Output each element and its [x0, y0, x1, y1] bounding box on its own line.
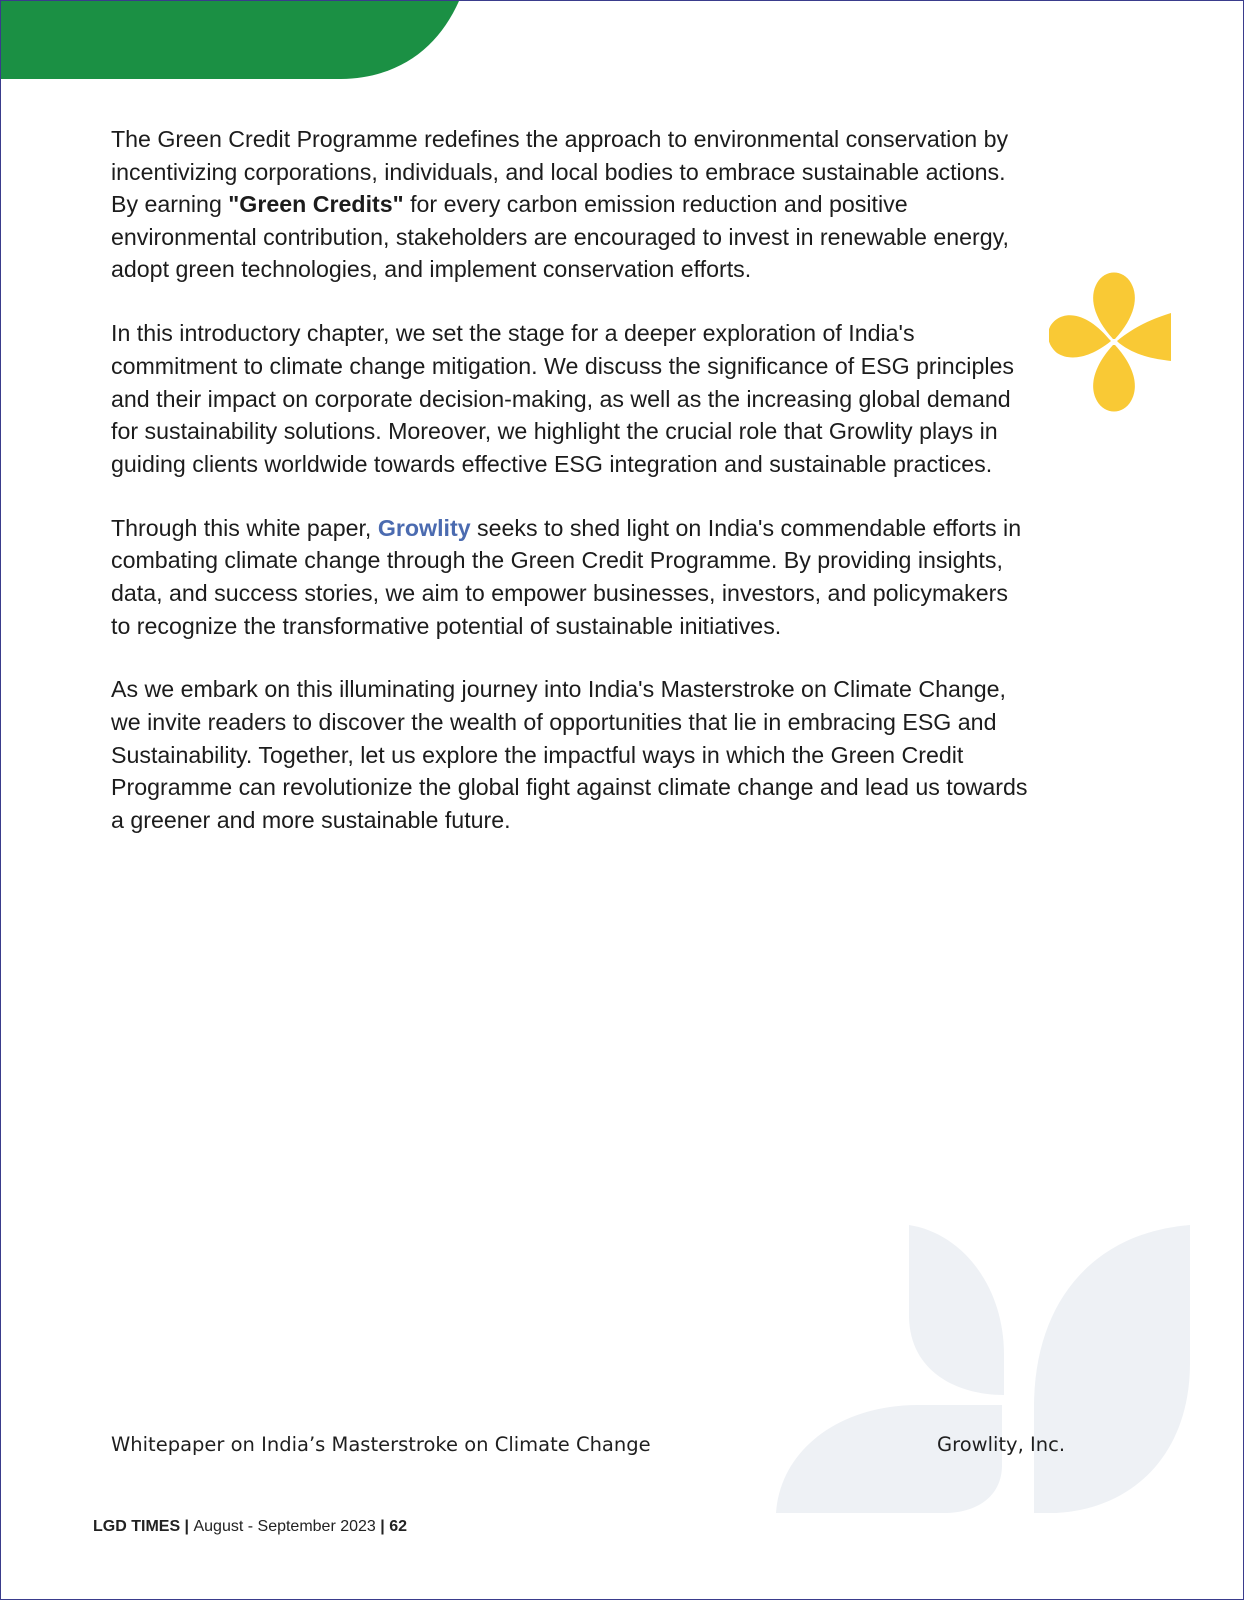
- folio-separator-1: |: [180, 1518, 194, 1535]
- page-number: 62: [389, 1518, 407, 1535]
- folio-separator-2: |: [375, 1518, 390, 1535]
- p1-text-after: for every carbon emission reduction and positive environmental contribution, stakeholders are encouraged to invest in renewable energy, adopt green technologies, and implement conservation efforts.: [111, 191, 1009, 283]
- page-folio: [93, 1518, 407, 1536]
- body-text: [111, 123, 1031, 868]
- footer-title: Whitepaper on India’s Masterstroke on Climate Change: [111, 1433, 651, 1456]
- footer-company: Growlity, Inc.: [937, 1433, 1066, 1456]
- paragraph-3: [111, 512, 1031, 642]
- p3-text-after: seeks to shed light on India's commendable efforts in combating climate change through the Green Credit Programme. By providing insights, data, and success stories, we aim to empower businesses, investors, and policymakers to recognize the transformative potential of sustainable initiatives.: [111, 514, 1022, 639]
- paragraph-4: As we embark on this illuminating journey into India's Masterstroke on Climate Change, we invite readers to discover the wealth of opportunities that lie in embracing ESG and Sustainability. Together, let us explore the impactful ways in which the Green Credit Programme can revolutionize the global fight against climate change and lead us towards a greener and more sustainable future.: [111, 676, 1028, 833]
- yellow-flower-icon: [1049, 269, 1191, 419]
- leaf-right: [1034, 1225, 1190, 1513]
- green-credits-term: "Green Credits": [228, 191, 404, 218]
- p3-text-before: Through this white paper,: [111, 514, 378, 541]
- decorative-leaves: [776, 1225, 1196, 1515]
- green-corner-path: [1, 1, 459, 79]
- green-corner-shape: [1, 1, 461, 81]
- flower-petal-bottom: [1093, 345, 1135, 412]
- p1-text-before: The Green Credit Programme redefines the approach to environmental conservation by incentivizing corporations, individuals, and local bodies to embrace sustainable actions. By earning: [111, 126, 1009, 218]
- magazine-name: LGD TIMES: [93, 1518, 181, 1535]
- leaf-bottom-left: [776, 1405, 1002, 1513]
- leaf-top-left: [909, 1225, 1004, 1395]
- issue-date: August - September 2023: [193, 1518, 376, 1535]
- growlity-brand-name: Growlity: [377, 514, 471, 541]
- paragraph-1: [111, 123, 1031, 286]
- paragraph-2: In this introductory chapter, we set the stage for a deeper exploration of India's commitment to climate change mitigation. We discuss the significance of ESG principles and their impact on corporate decision-making, as well as the increasing global demand for sustainability solutions. Moreover, we highlight the crucial role that Growlity plays in guiding clients worldwide towards effective ESG integration and sustainable practices.: [111, 320, 1014, 477]
